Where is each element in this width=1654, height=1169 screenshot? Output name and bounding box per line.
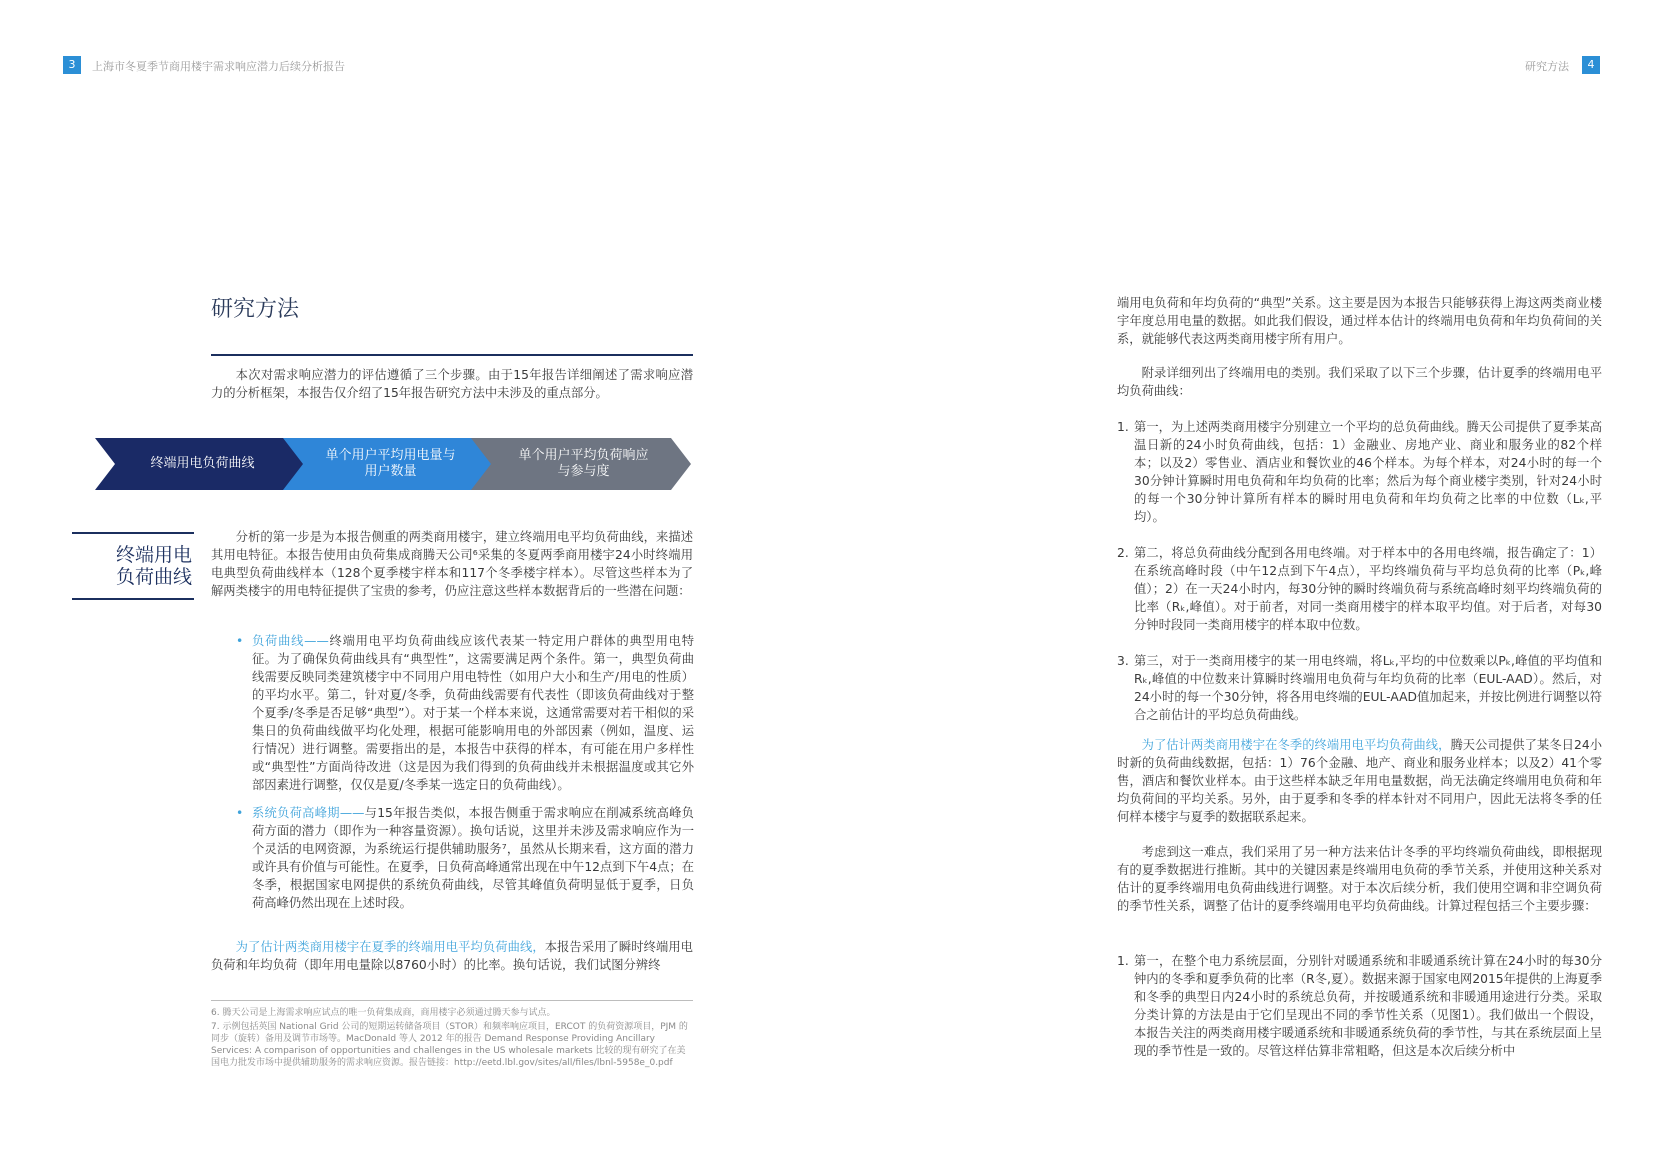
- sidebar-heading: [72, 532, 194, 600]
- step-2-line2: 用户数量: [364, 464, 417, 479]
- footnote-6: 6. 腾天公司是上海需求响应试点的唯一负荷集成商，商用楼宇必须通过腾天参与试点。: [211, 1008, 556, 1018]
- right-paragraph-1: [1117, 294, 1602, 348]
- footnote-7: 7. 示例包括英国 National Grid 公司的短期运转储备项目（STOR）和频率响应项目，ERCOT 的负荷资源项目，PJM 的同步（旋转）备用及调节市场等。MacDonald 等人 2012 年的报告 Demand Response Providing Ancillary Services: A comparison of opportunities and challenges in the US wholesale markets 比较的现有研究了在美国电力批发市场中提供辅助服务的需求响应资源。报告链接：http://eetd.lbl.gov/sites/all/files/lbnl-5958e_0.pdf: [211, 1022, 688, 1068]
- page-title: 研究方法: [211, 297, 300, 322]
- sidebar-title-line1: 终端用电: [115, 544, 192, 566]
- step-3-line2: 与参与度: [557, 464, 610, 479]
- footnotes: [211, 1000, 693, 1071]
- list-item-text: 第二，将总负荷曲线分配到各用电终端。对于样本中的各用电终端，报告确定了：1）在系统高峰时段（中午12点到下午4点），平均终端负荷与平均总负荷的比率（Pₖ,峰值）；2）在一天24小时内，每30分钟的瞬时终端负荷与系统高峰时刻平均终端负荷的比率（Rₖ,峰值）。对于前者，对同一类商用楼宇的样本取平均值。对于后者，对每30分钟时段同一类商用楼宇的样本取中位数。: [1134, 546, 1602, 632]
- list-number: 3.: [1117, 654, 1129, 668]
- left-paragraph-2-text: 本报告采用了瞬时终端用电负荷和年均负荷（即年用电量除以8760小时）的比率。换句话说，我们试图分辨终: [211, 940, 693, 972]
- sidebar-bottom-rule: [72, 598, 194, 600]
- process-steps: [95, 438, 695, 494]
- right-paragraph-3-text: 腾天公司提供了某冬日24小时新的负荷曲线数据，包括：1）76个金融、地产、商业和服务业样本；以及2）41个零售，酒店和餐饮业样本。由于这些样本缺乏年用电量数据，尚无法确定终端用电负荷和年均负荷间的平均关系。另外，由于夏季和冬季的样本针对不同用户，因此无法将冬季的任何样本楼宇与夏季的数据联系起来。: [1117, 738, 1602, 824]
- right-paragraph-4-text: 考虑到这一难点，我们采用了另一种方法来估计冬季的平均终端负荷曲线，即根据现有的夏季数据进行推断。其中的关键因素是终端用电负荷的季节关系，并使用这种关系对估计的夏季终端用电负荷曲线进行调整。对于本次后续分析，我们使用空调和非空调负荷的季节性关系，调整了估计的夏季终端用电平均负荷曲线。计算过程包括三个主要步骤：: [1117, 845, 1602, 913]
- list-number: 2.: [1117, 546, 1129, 560]
- list-item-text: 第一，为上述两类商用楼宇分别建立一个平均的总负荷曲线。腾天公司提供了夏季某高温日新的24小时负荷曲线，包括：1）金融业、房地产业、商业和服务业的82个样本；以及2）零售业、酒店业和餐饮业的46个样本。为每个样本，对24小时的每一个30分钟计算瞬时用电负荷和年均负荷的比率；然后为每个商业楼宇类别，针对24小时的每一个30分钟计算所有样本的瞬时用电负荷和年均负荷之比率的中位数（Lₖ,平均）。: [1134, 420, 1602, 524]
- list-item: [1117, 952, 1602, 1060]
- sidebar-title-line2: 负荷曲线: [115, 566, 192, 588]
- step-3-label: [491, 448, 676, 480]
- list-item: [1117, 652, 1602, 724]
- right-page-number: 4: [1582, 56, 1600, 74]
- intro-paragraph: [211, 366, 693, 402]
- left-paragraph-1: [211, 528, 693, 600]
- summer-steps-list: [1117, 418, 1602, 742]
- step-2-line1: 单个用户平均用电量与: [325, 448, 456, 463]
- list-number: 1.: [1117, 420, 1129, 434]
- left-paragraph-2: [211, 938, 693, 974]
- left-running-title: 上海市冬夏季节商用楼宇需求响应潜力后续分析报告: [92, 60, 345, 73]
- left-paragraph-2-lead: 为了估计两类商用楼宇在夏季的终端用电平均负荷曲线，: [235, 940, 545, 954]
- right-running-title: 研究方法: [1525, 60, 1569, 73]
- left-paragraph-1-text: 分析的第一步是为本报告侧重的两类商用楼宇，建立终端用电平均负荷曲线，来描述其用电特征。本报告使用由负荷集成商腾天公司⁶采集的冬夏两季商用楼宇24小时终端用电典型负荷曲线样本（128个夏季楼宇样本和117个冬季楼宇样本）。尽管这些样本为了解两类楼宇的用电特征提供了宝贵的参考，仍应注意这些样本数据背后的一些潜在问题：: [211, 530, 693, 598]
- list-item-text: 第三，对于一类商用楼宇的某一用电终端，将Lₖ,平均的中位数乘以Pₖ,峰值的平均值和Rₖ,峰值的中位数来计算瞬时终端用电负荷与年均负荷的比率（EUL-AAD）。然后，对24小时的每一个30分钟，将各用电终端的EUL-AAD值加起来，并按比例进行调整以符合之前估计的平均总负荷曲线。: [1134, 654, 1602, 722]
- bullet-2-lead: 系统负荷高峰期——: [252, 806, 365, 820]
- bullet-1-lead: 负荷曲线——: [252, 634, 329, 648]
- right-paragraph-2-text: 附录详细列出了终端用电的类别。我们采取了以下三个步骤，估计夏季的终端用电平均负荷曲线：: [1117, 366, 1602, 398]
- list-item-text: 第一，在整个电力系统层面，分别针对暖通系统和非暖通系统计算在24小时的每30分钟内的冬季和夏季负荷的比率（R冬,夏）。数据来源于国家电网2015年提供的上海夏季和冬季的典型日内24小时的系统总负荷，并按暖通系统和非暖通用途进行分类。采取分类计算的方法是由于它们呈现出不同的季节性关系（见图1）。我们做出一个假设，本报告关注的两类商用楼宇暖通系统和非暖通系统负荷的季节性，与其在系统层面上呈现的季节性是一致的。尽管这样估算非常粗略，但这是本次后续分析中: [1134, 954, 1602, 1058]
- left-page-number: 3: [63, 56, 81, 74]
- right-paragraph-4: [1117, 843, 1602, 915]
- step-1-line1: 终端用电负荷曲线: [150, 456, 255, 471]
- bullet-2-text: 与15年报告类似，本报告侧重于需求响应在削减系统高峰负荷方面的潜力（即作为一种容量资源）。换句话说，这里并未涉及需求响应作为一个灵活的电网资源，为系统运行提供辅助服务⁷，虽然从长期来看，这方面的潜力或许具有价值与可能性。在夏季，日负荷高峰通常出现在中午12点到下午4点；在冬季，根据国家电网提供的系统负荷曲线，尽管其峰值负荷明显低于夏季，日负荷高峰仍然出现在上述时段。: [252, 806, 694, 910]
- step-3-line1: 单个用户平均负荷响应: [518, 448, 649, 463]
- list-item: [236, 632, 694, 794]
- sidebar-title: [72, 534, 194, 598]
- right-paragraph-2: [1117, 364, 1602, 400]
- title-divider: [211, 354, 693, 356]
- issues-list: [236, 632, 694, 922]
- list-item: [1117, 544, 1602, 634]
- bullet-dot-icon: •: [236, 634, 244, 648]
- list-number: 1.: [1117, 954, 1129, 968]
- step-1-label: [115, 456, 290, 472]
- intro-text: 本次对需求响应潜力的评估遵循了三个步骤。由于15年报告详细阐述了需求响应潜力的分析框架，本报告仅介绍了15年报告研究方法中未涉及的重点部分。: [211, 368, 693, 400]
- right-paragraph-1-text: 端用电负荷和年均负荷的“典型”关系。这主要是因为本报告只能够获得上海这两类商业楼宇年度总用电量的数据。如此我们假设，通过样本估计的终端用电负荷和年均负荷间的关系，就能够代表这两类商用楼宇所有用户。: [1117, 296, 1602, 346]
- bullet-1-text: 终端用电平均负荷曲线应该代表某一特定用户群体的典型用电特征。为了确保负荷曲线具有“典型性”，这需要满足两个条件。第一，典型负荷曲线需要反映同类建筑楼宇中不同用户用电特性（如用户大小和生产/用电的性质）的平均水平。第二，针对夏/冬季，负荷曲线需要有代表性（即该负荷曲线对于整个夏季/冬季是否足够“典型”）。对于某一个样本来说，这通常需要对若干相似的采集日的负荷曲线做平均化处理，根据可能影响用电的外部因素（例如，温度、运行情况）进行调整。需要指出的是，本报告中获得的样本，有可能在用户多样性或“典型性”方面尚待改进（这是因为我们得到的负荷曲线并未根据温度或其它外部因素进行调整，仅仅是夏/冬季某一选定日的负荷曲线）。: [252, 634, 694, 792]
- winter-steps-list: [1117, 952, 1602, 1078]
- list-item: [1117, 418, 1602, 526]
- right-paragraph-3-lead: 为了估计两类商用楼宇在冬季的终端用电平均负荷曲线，: [1141, 738, 1451, 752]
- bullet-dot-icon: •: [236, 806, 244, 820]
- list-item: [236, 804, 694, 912]
- right-paragraph-3: [1117, 736, 1602, 826]
- step-2-label: [303, 448, 478, 480]
